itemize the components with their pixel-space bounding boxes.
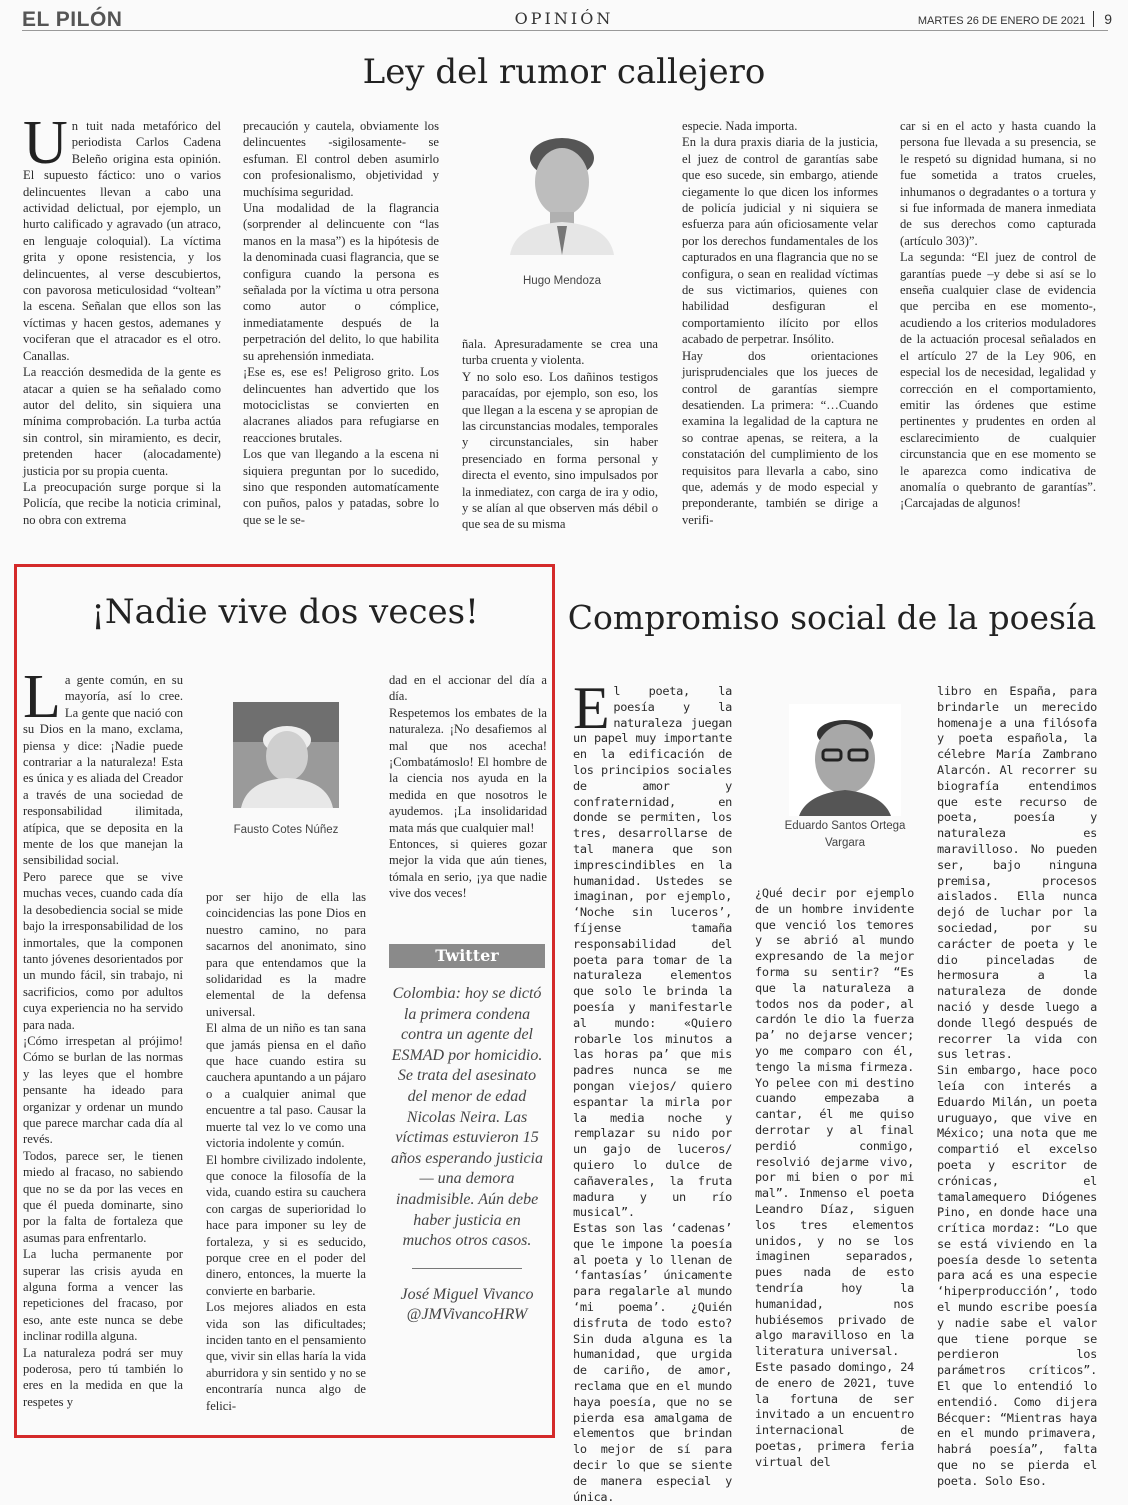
paragraph: especie. Nada importa. [682,119,798,133]
paragraph: Hay dos orientaciones jurisprudenciales que los jueces de control de garantías siempre desatienden. La primera: “…Cuando examina la legalidad de la captura ne so contrae apenas, se reitera, a la constatación del cumplimiento de los requisitos para llevarla a cabo, sino que, además y de modo especial y preponderante, también se dirige a verifi- [682,348,878,527]
paragraph: car si en el acto y hasta cuando la persona fue llevada a su presencia, se le respetó su dignidad humana, si no fue sometida a tratos crueles, inhumanos o degradantes o a tortura y si fue informada de manera inmediata de sus derechos como capturada (artículo 303)”. [900,119,1096,248]
paragraph: La reacción desmedida de la gente es atacar a quien se ha señalado como autor del delito, sin siquiera una mínima comprobación. La turba actúa sin control, sin miramiento, es decir, pretenden hacer (alocadamente) justicia por su propia cuenta. [23,365,221,478]
paragraph: Entonces, si quieres gozar mejor la vida que aún tienes, tómala en serio, ¡ya que nadie vive dos veces! [389,837,547,901]
paragraph: dad en el accionar del día a día. [389,673,547,704]
tweet-author: José Miguel Vivanco [400,1285,534,1303]
paragraph: La preocupación surge porque si la Policía, que recibe la noticia criminal, no obra con extrema [23,479,221,527]
paragraph: ¡Cómo irrespetan al prójimo! Cómo se burlan de las normas y las leyes que el hombre pensante ha ideado para organizar y ordenar un mundo que parece marchar cada día al revés. [23,1033,183,1147]
paragraph: Este pasado domingo, 24 de enero de 2021, tuve la fortuna de ser invitado a un encuentro internacional de poetas, primera feria virtual del [755,1359,914,1469]
paragraph: ¡Ese es, ese es! Peligroso grito. Los delincuentes han advertido que los motociclistas se convierten en alacranes aliados para refugiarse en reacciones brutales. [243,365,439,445]
article-column [389,672,547,912]
article-column [900,118,1096,544]
date-text: MARTES 26 DE ENERO DE 2021 [917,15,1086,27]
article-title: Ley del rumor callejero [362,52,766,92]
article-column [937,684,1097,1488]
author-portrait [789,704,901,816]
page-number: 9 [1093,11,1112,27]
paragraph: a gente común, en su mayoría, así lo cree. La gente que nació con su Dios en la mano, exclama, piensa y dice: ¡Nadie puede contrariar a la naturaleza! Esta es única y es aliada del Creador a través de una sociedad de responsabilidad ilimitada, atípica, que se deposita en la mente de los que manejan la sensibilidad social. [23,673,183,868]
paragraph: Estas son las ‘cadenas’ que le impone la poesía al poeta y lo llenan de ‘fantasías’ únicamente para regalarle al mundo ‘mi poema’. ¿Quién disfruta de todo esto? Sin duda alguna es la humanidad, que urgida de cariño, de amor, reclama que en el mundo haya poesía, que no se pierda esa amalgama de elementos que brindan lo mejor de sí para decir lo que se siente de manera especial y única. [573,1221,732,1504]
tweet-text: Colombia: hoy se dictó la primera condena contra un agente del ESMAD por homicidio. Se trata del asesinato del menor de edad Nicolas Neira. Las víctimas estuvieron 15 años esperando justicia— una demora inadmisible. Aún debe haber justicia en muchos otros casos. [391,985,543,1250]
paragraph: El hombre civilizado indolente, que conoce la filosofía de la vida, cuando estira su cauchera con cargas de superioridad lo hace para imponer su ley de fortaleza, y si es seducido, porque cree en el poder del dinero, entonces, la muerte la convierte en barbarie. [206,1152,366,1298]
paragraph: precaución y cautela, obviamente los delincuentes -sigilosamente- se esfuman. El control deben asumirlo con profesionalismo, objetividad y muchísima seguridad. [243,119,439,199]
paragraph: Sin embargo, hace poco leía con interés a Eduardo Milán, un poeta uruguayo, que vive en México; una nota que me compartió el excelso poeta y escritor de crónicas, el tamalamequero Diógenes Pino, en donde hace una crítica mordaz: “Lo que se está viviendo en la poesía desde lo setenta para acá es una especie ‘hiperproducción’, todo el mundo escribe poesía y nadie sabe el valor que tiene porque se perdieron los parámetros críticos”. El que lo entendió lo entendió. Como dijera Bécquer: “Mientras haya en el mundo primavera, habrá poesía”, falta que no se pierda el poeta. Solo Eso. [937,1063,1097,1488]
article-column [682,118,878,544]
drop-cap: U [23,109,68,177]
paragraph: Y no solo eso. Los dañinos testigos paracaídas, por ejemplo, son eso, los que llegan a la escena y se apropian de las circunstancias modales, temporales y circunstanciales, sin haber presenciado en forma personal y directa el evento, sino impulsados por la inmediatez, con carga de ira y odio, y se alían al que observen más débil o que sea de su misma [462,369,658,532]
article-title: Compromiso social de la poesía [567,598,1097,637]
section-title: OPINIÓN [514,9,614,28]
paragraph: Los mejores aliados en esta vida son las dificultades; inciden tanto en el pensamiento que, vivir sin ellas haría la vida aburridora y sin sentido y no se encontraría nunca algo de felici- [206,1300,366,1413]
paragraph: El alma de un niño es tan sana que jamás piensa en el daño que hace cuando estira su cauchera apuntando a un pájaro o a cualquier animal que encuentre a tal paso. Causar la muerte tal vez lo ve como una victoria indolente y común. [206,1021,366,1151]
twitter-sidebar [389,944,545,1384]
paragraph: En la dura praxis diaria de la justicia, el juez de control de garantías sabe que eso sucede, sin embargo, atiende ciegamente lo que dicen los informes de policía judicial y ni siquiera se esfuerza para aún oficiosamente velar por los derechos fundamentales de los capturados en una flagrancia que no se configura, o sean en realidad víctimas de sus victimarios, quienes con habilidad desfiguran el comportamiento ilícito por ellos acabado de perpetrar. Insólito. [682,135,878,347]
paragraph: por ser hijo de ella las coincidencias las pone Dios en nuestro camino, no para sacarnos del anonimato, sino para que entendamos que la solidaridad es la madre elemental de la defensa universal. [206,890,366,1019]
article-column [573,675,732,1504]
paragraph: l poeta, la poesía y la naturaleza juegan un papel muy importante en la edificación de los principios sociales de amor y confraternidad, en donde se permiten, los tres, desarrollarse de tal manera que son imprescindibles en la humanidad. Ustedes se imaginan, por ejemplo, ‘Noche sin luceros’, fíjense tamaña responsabilidad del poeta para tomar de la naturaleza elementos que solo le brinda la poesía y manifestarle al mundo: «Quiero robarle los minutos a las horas pa’ que mis padres nunca se me pongan viejos/ quiero espantar la mirla por la media noche y remplazar su nido por un gajo de luceros/ quiero lo dulce de cañaverales, la fruta madura y un río musical”. [573,684,732,1220]
article-column [23,663,183,1424]
paragraph: Una modalidad de la flagrancia (sorprender al delincuente con “las manos en la masa”) es la hipótesis de la denominada cuasi flagrancia, que se configura cuando la persona es señalada por la víctima u otra persona como autor o cómplice, inmediatamente después de la perpetración del delito, lo que habilita su aprehensión inmediata. [243,201,439,363]
article-column [243,118,439,544]
paragraph: Pero parece que se vive muchas veces, cuando cada día la desobediencia social se mide bajo la irresponsabilidad de los inmortales, que la componen tanto jóvenes desorientados por un mundo fácil, sin trabajo, ni sacrificios, como por adultos cuya experiencia no ha servido para nada. [23,869,183,1032]
article-title: ¡Nadie vive dos veces! [91,592,479,632]
author-name: Hugo Mendoza [523,275,601,287]
article-column [462,336,658,546]
drop-cap: E [573,675,610,741]
author-portrait [505,130,619,255]
paragraph: ñala. Apresuradamente se crea una turba cruenta y violenta. [462,337,658,368]
issue-date [918,11,1112,27]
paragraph: La lucha permanente por superar las crisis ayuda en alguna forma a vencer las repeticiones del fracaso, por eso, ante este nunca se debe inclinar rodilla alguna. [23,1247,183,1344]
paragraph: Respetemos los embates de la naturaleza. ¡No desafiemos al mal que nos acecha! ¡Combatámoslo! El hombre de la ciencia nos ayuda en la medida en que nosotros le ayudemos. ¡La insolidaridad mata más que cualquier mal! [389,705,547,835]
header-rule [22,30,1108,31]
author-portrait [233,702,339,808]
paragraph: La segunda: “El juez de control de garantías puede –y debe si así se lo enseña cualquier clase de evidencia que perciba en ese momento-, acudiendo a los criterios moduladores de la actuación procesal señalados en el artículo 27 de la Ley 906, en especial los de necesidad, legalidad y corrección en el comportamiento, emitir las órdenes que estime pertinentes y prudentes en orden al esclarecimiento de cualquier circunstancia que en ese momento se le aparezca como indicativa de anomalía o quebranto de garantías”. ¡Carcajadas de algunos! [900,250,1096,511]
tweet-handle: @JMVivancoHRW [406,1306,528,1324]
article-column [206,889,366,1424]
article-column [23,109,221,544]
paragraph: n tuit nada metafórico del periodista Carlos Cadena Beleño origina esta opinión. El supuesto fáctico: uno o varios delincuentes llevan a cabo una actividad delictual, por ejemplo, un hurto calificado y agravado (un atraco, en lenguaje coloquial). La víctima grita y opone resistencia, y los delincuentes, al verse descubiertos, con pavorosa meticulosidad “voltean” la escena. Señalan que ellos son las víctimas y hacen gestos, ademanes y vociferan que el atracador es el otro. Canallas. [23,119,221,363]
masthead-logo: EL PILÓN [22,8,123,31]
paragraph: libro en España, para brindarle un merecido homenaje a una filósofa y poeta española, la célebre María Zambrano Alarcón. Al recorrer su biografía entendimos que este recurso de poeta, poesía y naturaleza es maravilloso. No pueden ser, bajo ninguna premisa, procesos aislados. Ella nunca dejó de luchar por la sociedad, por su carácter de poeta y le dio pinceladas de hermosura a la naturaleza de donde nació y desde luego a donde llegó después de recorrer la vida con sus letras. [937,684,1097,1062]
paragraph: ¿Qué decir por ejemplo de un hombre invidente que venció los temores y se abrió al mundo expresando de la mejor forma su sentir? “Es que la naturaleza a todos nos da poder, al cardón le dio la fuerza pa’ no dejarse vencer; yo me comparo con él, tengo la misma firmeza. Yo pelee con mi destino cuando empezaba a cantar, él me quiso derrotar y al final perdió conmigo, resolvió dejarme vivo, por mi bien o por mi mal”. Inmenso el poeta Leandro Díaz, siguen los tres elementos unidos, y no se los imaginen separados, pues nada de esto tendría hoy la humanidad, nos hubiésemos privado de algo maravilloso en la literatura universal. [755,886,914,1359]
twitter-label: Twitter [389,944,545,968]
paragraph: Los que van llegando a la escena ni siquiera preguntan por lo sucedido, sino que responden automatícamente con puños, palos y patadas, sobre lo que se le se- [243,447,439,527]
drop-cap: L [23,663,61,731]
author-name: Fausto Cotes Núñez [233,824,339,836]
paragraph: La naturaleza podrá ser muy poderosa, pero tú también lo eres en la medida en que la respetes y [23,1345,183,1409]
article-column [755,886,914,1469]
tweet-divider [412,1268,522,1269]
paragraph: Todos, parece ser, le tienen miedo al fracaso, no sabiendo que no se da por las veces en que él pueda dominarte, sino por la falta de fortaleza que asumas para enfrentarlo. [23,1148,183,1245]
author-name: Eduardo Santos Ortega Vargara [784,820,906,849]
